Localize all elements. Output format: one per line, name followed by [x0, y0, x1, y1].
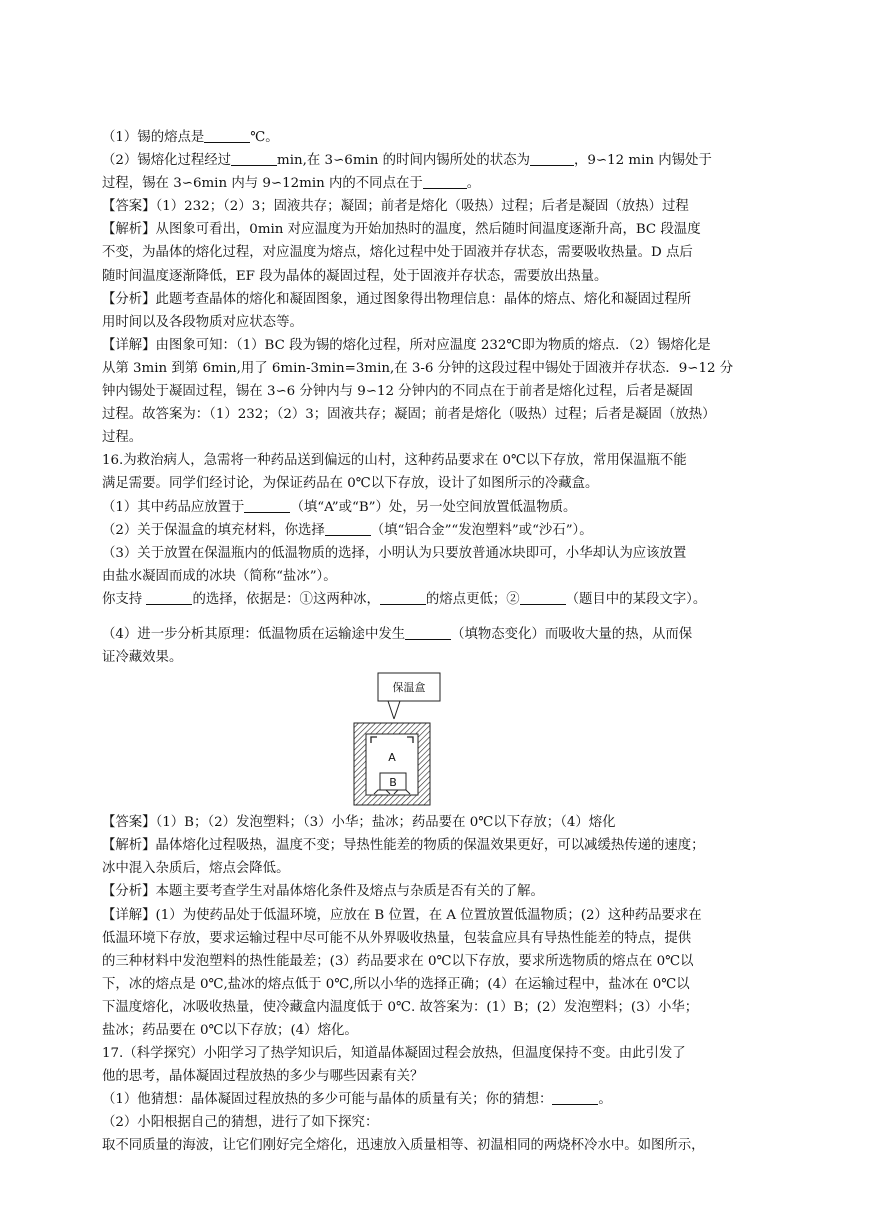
- answer-blank: [423, 173, 467, 189]
- answer-blank: [530, 150, 574, 166]
- q16-part3-line: 由盐水凝固而成的冰块（简称“盐冰”）。: [102, 568, 337, 584]
- answer-blank: [520, 589, 566, 605]
- answer-blank: [146, 589, 192, 605]
- answer-blank: [231, 150, 277, 166]
- q16-xiangjie-line: 下温度熔化，冰吸收热量，使冷藏盒内温度低于 0℃. 故答案为：(1）B；(2）发泡塑料；(3）小华；: [102, 999, 699, 1015]
- cooler-box-diagram: [352, 667, 442, 809]
- q16-part1: （1）其中药品应放置于 （填“A”或“B”）处，另一处空间放置低温物质。: [102, 496, 770, 519]
- callout-text: 保温盒: [392, 681, 426, 695]
- q16-stem-line: 16.为救治病人，急需将一种药品送到偏远的山村，这种药品要求在 0℃以下存放，常用保温瓶不能: [102, 453, 687, 469]
- callout-pointer: [388, 701, 394, 719]
- q16-part2: （2）关于保温盒的填充材料，你选择 （填“铝合金”“发泡塑料”或“沙石”）。: [102, 519, 770, 542]
- q15-jiexi-line: 不变，为晶体的熔化过程，对应温度为熔点，熔化过程中处于固液并存状态，需要吸收热量。D 点后: [102, 245, 693, 261]
- q17-stem-line: 17.（科学探究）小阳学习了热学知识后，知道晶体凝固过程会放热，但温度保持不变。由此引发了: [102, 1046, 686, 1062]
- answer-blank: [405, 624, 451, 640]
- q15-jiexi-line: 随时间温度逐渐降低，EF 段为晶体的凝固过程，处于固液并存状态，需要放出热量。: [102, 268, 608, 284]
- q16-answer: 【答案】（1）B；（2）发泡塑料；（3）小华；盐冰；药品要在 0℃以下存放；（4）熔化: [102, 815, 616, 831]
- document-page: [102, 126, 770, 1158]
- answer-blank: [244, 497, 290, 513]
- q16-xiangjie-line: 【详解】(1）为使药品处于低温环境，应放在 B 位置，在 A 位置放置低温物质；(2）这种药品要求在: [102, 907, 702, 923]
- q15-jiexi-line: 【解析】从图象可看出，0min 对应温度为开始加热时的温度，然后随时间温度逐渐升高，BC 段温度: [102, 222, 701, 238]
- q15-xiangjie-line: 【详解】由图象可知：（1）BC 段为锡的熔化过程，所对应温度 232℃即为物质的熔点．（2）锡熔化是: [102, 337, 711, 353]
- callout-label: [378, 673, 440, 719]
- q16-fenxi: 【分析】本题主要考查学生对晶体熔化条件及熔点与杂质是否有关的了解。: [102, 884, 544, 900]
- answer-blank: [204, 127, 250, 143]
- q16-part4: （4）进一步分析其原理：低温物质在运输途中发生 （填物态变化）而吸收大量的热，从而保: [102, 623, 770, 646]
- q15-answer: 【答案】（1）232；（2）3；固液共存；凝固；前者是熔化（吸热）过程；后者是凝固（放热）过程: [102, 199, 689, 215]
- q17-part1: （1）他猜想：晶体凝固过程放热的多少可能与晶体的质量有关；你的猜想： 。: [102, 1088, 770, 1111]
- q15-part2: （2）锡熔化过程经过 min,在 3∽6min 的时间内锡所处的状态为 ，9∽12 min 内锡处于: [102, 149, 770, 172]
- callout-pointer: [394, 701, 400, 719]
- region-b-label: B: [389, 776, 397, 790]
- q16-xiangjie-line: 的三种材料中发泡塑料的热性能最差；(3）药品要求在 0℃以下存放，要求所选物质的熔点在 0℃以: [102, 953, 694, 969]
- q15-xiangjie-line: 从第 3min 到第 6min,用了 6min-3min=3min,在 3-6 分钟的这段过程中锡处于固液并存状态．9∽12 分: [102, 360, 734, 376]
- figure-area: [102, 669, 770, 811]
- q16-xiangjie-line: 下，冰的熔点是 0℃,盐冰的熔点低于 0℃,所以小华的选择正确；(4）在运输过程中，盐冰在 0℃以: [102, 976, 690, 992]
- q15-fenxi-line: 【分析】此题考查晶体的熔化和凝固图象，通过图象得出物理信息：晶体的熔点、熔化和凝固过程所: [102, 291, 692, 307]
- q17-stem-line: 他的思考，晶体凝固过程放热的多少与哪些因素有关？: [102, 1069, 424, 1085]
- q17-part2: （2）小阳根据自己的猜想，进行了如下探究：: [102, 1115, 379, 1131]
- q16-part3-line: （3）关于放置在保温瓶内的低温物质的选择，小明认为只要放普通冰块即可，小华却认为应该放置: [102, 545, 687, 561]
- q16-jiexi-line: 【解析】晶体熔化过程吸热，温度不变；导热性能差的物质的保温效果更好，可以减缓热传递的速度；: [102, 838, 705, 854]
- q16-stem-line: 满足需要。同学们经讨论，为保证药品在 0℃以下存放，设计了如图所示的冷藏盒。: [102, 476, 599, 492]
- q16-part3-choice: 你支持 的选择，依据是：①这两种冰， 的熔点更低；② （题目中的某段文字）。: [102, 588, 770, 611]
- q16-xiangjie-line: 低温环境下存放，要求运输过程中尽可能不从外界吸收热量，包装盒应具有导热性能差的特点，提供: [102, 930, 692, 946]
- q15-fenxi-line: 用时间以及各段物质对应状态等。: [102, 314, 303, 330]
- answer-blank: [325, 520, 371, 536]
- q15-part2-cont: 过程，锡在 3∽6min 内与 9∽12min 内的不同点在于 。: [102, 172, 770, 195]
- q15-xiangjie-line: 过程。: [102, 430, 143, 446]
- q15-xiangjie-line: 钟内锡处于凝固过程，锡在 3∽6 分钟内与 9∽12 分钟内的不同点在于前者是熔化过程，后者是凝固: [102, 384, 693, 400]
- answer-blank: [380, 589, 426, 605]
- answer-blank: [552, 1089, 598, 1105]
- q16-part4-cont: 证冷藏效果。: [102, 650, 183, 666]
- region-a-label: A: [388, 751, 396, 765]
- q15-xiangjie-line: 过程。故答案为：（1）232；（2）3；固液共存；凝固；前者是熔化（吸热）过程；后者是凝固（放热）: [102, 407, 716, 423]
- q16-jiexi-line: 冰中混入杂质后，熔点会降低。: [102, 861, 290, 877]
- q17-part3: 取不同质量的海波，让它们刚好完全熔化，迅速放入质量相等、初温相同的两烧杯冷水中。如图所示，: [102, 1138, 705, 1154]
- q15-part1: （1）锡的熔点是 ℃。: [102, 126, 770, 149]
- q16-xiangjie-line: 盐冰；药品要在 0℃以下存放；(4）熔化。: [102, 1023, 358, 1038]
